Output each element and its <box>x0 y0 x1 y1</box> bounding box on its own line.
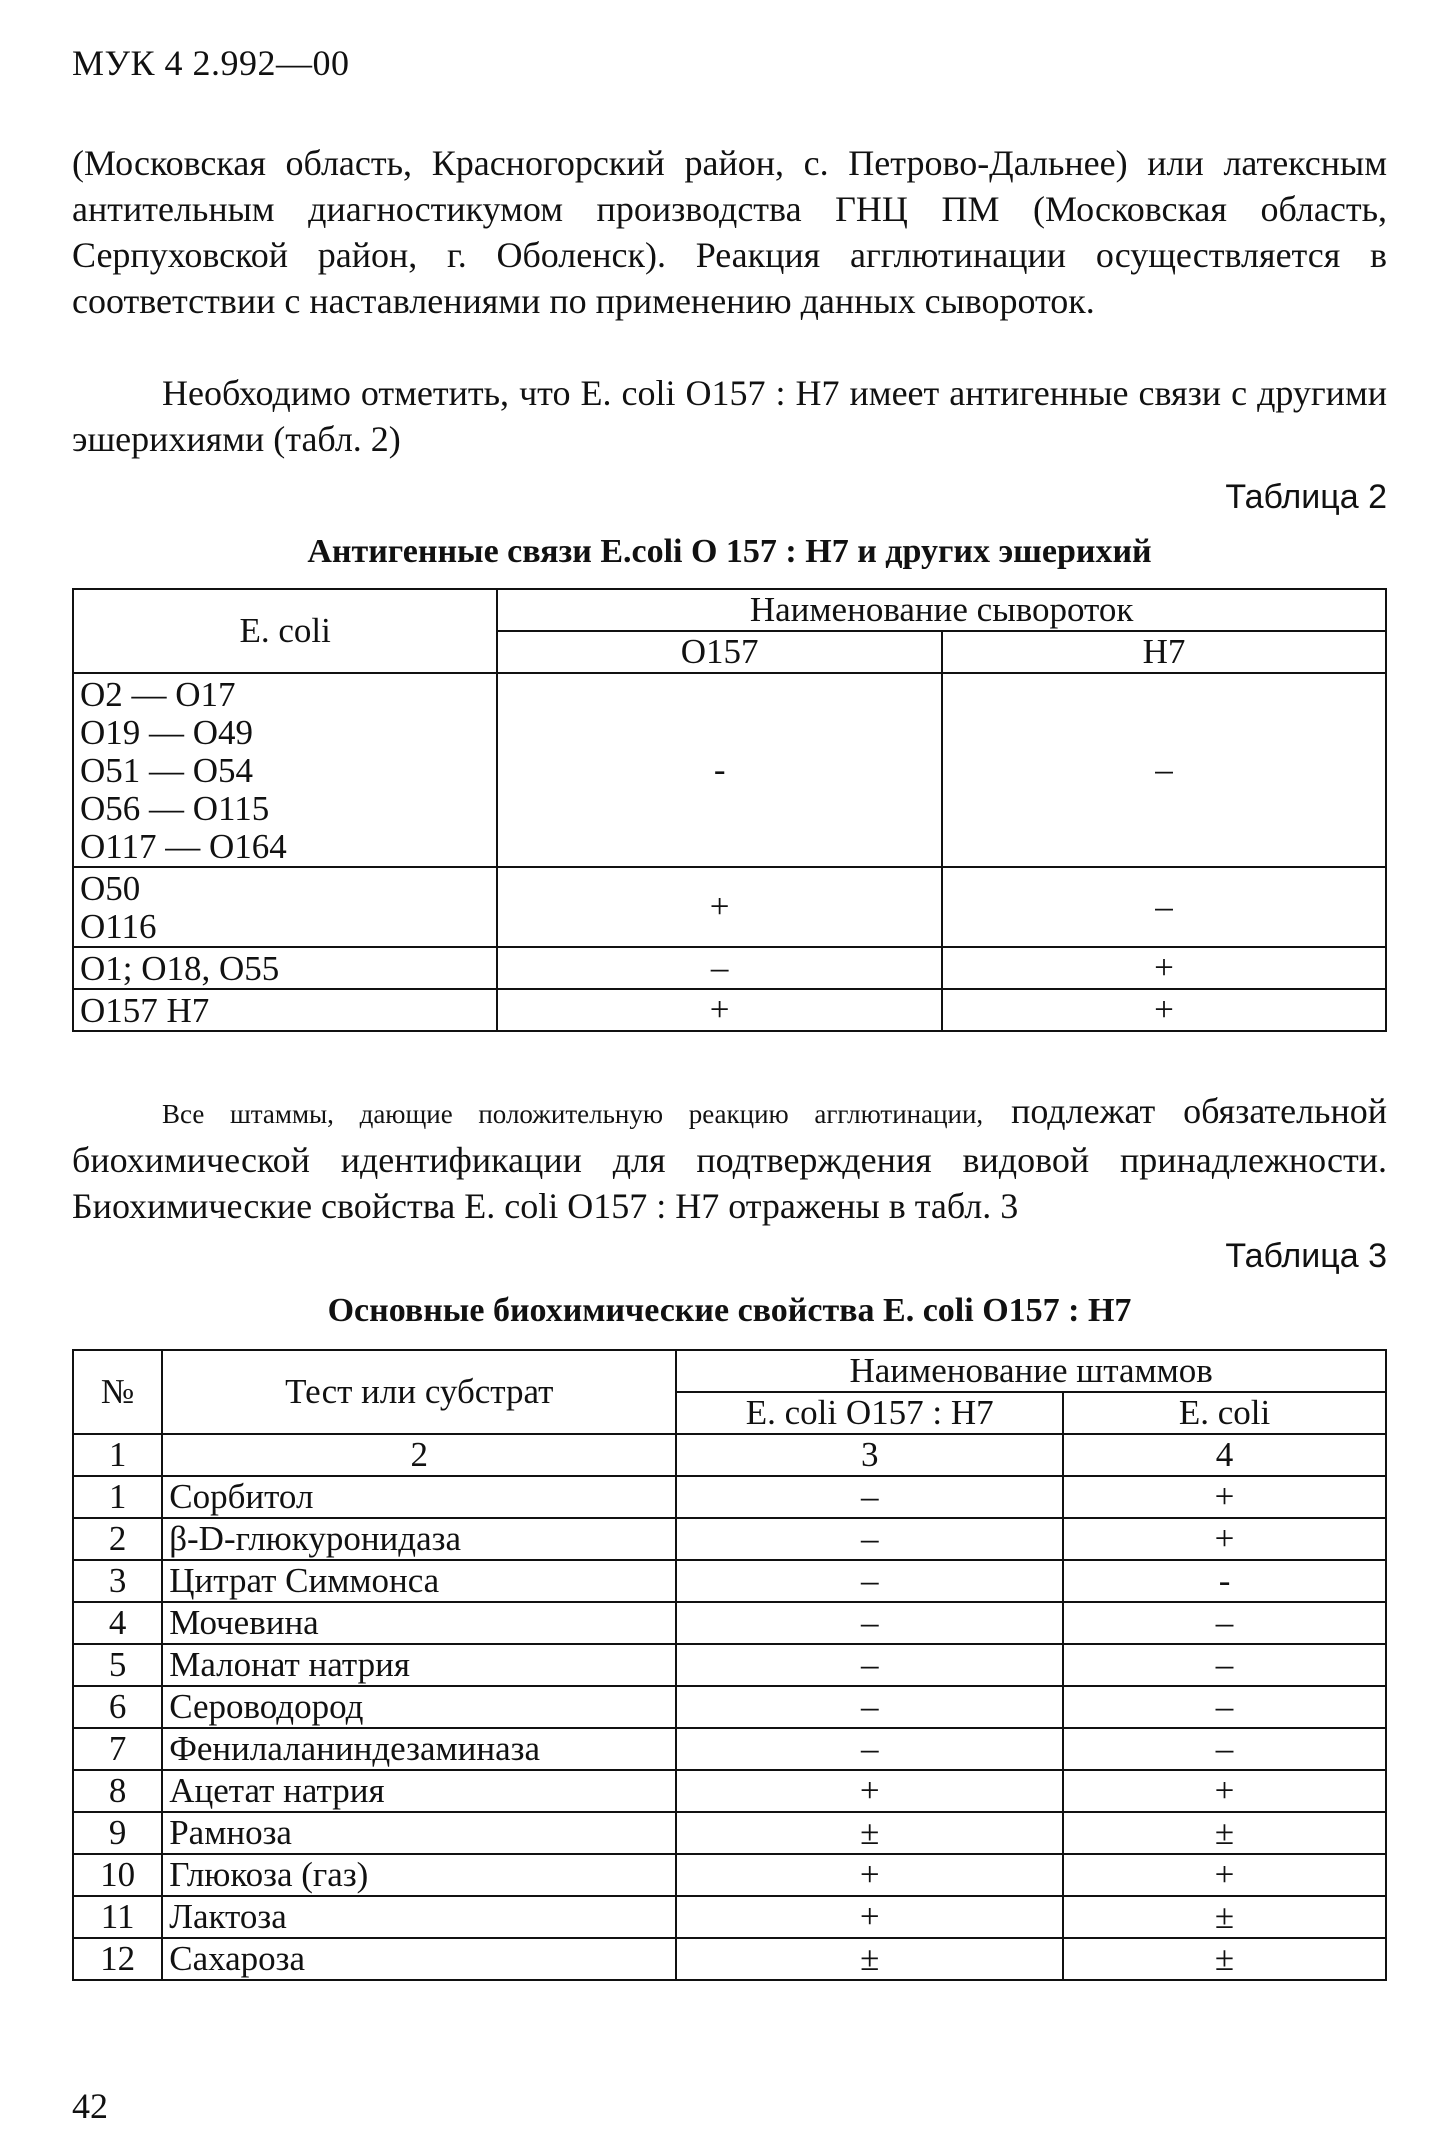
row-number: 1 <box>73 1476 162 1518</box>
table-row <box>73 1476 1386 1518</box>
o157-result: + <box>676 1770 1063 1812</box>
strain-range: O2 — O17 O19 — O49 O51 — O54 O56 — O115 O117 — O164 <box>73 673 497 867</box>
o157-result: + <box>497 867 942 947</box>
table-row <box>73 1518 1386 1560</box>
o157-result: + <box>497 989 942 1031</box>
h7-result: – <box>942 867 1386 947</box>
table-row <box>73 947 1386 989</box>
table-row <box>73 1728 1386 1770</box>
o157-result: – <box>676 1518 1063 1560</box>
antigen-table <box>72 588 1387 1032</box>
row-number: 2 <box>73 1518 162 1560</box>
ecoli-result: ± <box>1063 1938 1386 1980</box>
header-h7: H7 <box>942 631 1386 673</box>
ecoli-result: – <box>1063 1686 1386 1728</box>
table-row <box>73 1644 1386 1686</box>
biochem-table <box>72 1349 1387 1981</box>
table-row <box>73 1812 1386 1854</box>
test-name: Рамноза <box>162 1812 676 1854</box>
ecoli-result: - <box>1063 1560 1386 1602</box>
strain-range: O157 H7 <box>73 989 497 1031</box>
ecoli-result: + <box>1063 1770 1386 1812</box>
ecoli-result: – <box>1063 1602 1386 1644</box>
paragraph-3-rest: подлежат обязательной биохимической идентификации для подтверждения видовой принадлежности. Биохимические свойства E. coli O157 : H7 отражены в табл. 3 <box>72 1091 1387 1226</box>
table-row <box>73 1938 1386 1980</box>
table-3-title: Основные биохимические свойства E. coli O157 : H7 <box>327 1292 1132 1329</box>
document-code: МУК 4 2.992—00 <box>72 43 350 83</box>
h7-result: + <box>942 947 1386 989</box>
ecoli-result: ± <box>1063 1812 1386 1854</box>
ecoli-result: ± <box>1063 1896 1386 1938</box>
table-3-label: Таблица 3 <box>1225 1237 1387 1275</box>
test-name: Сахароза <box>162 1938 676 1980</box>
o157-result: ± <box>676 1938 1063 1980</box>
ecoli-result: + <box>1063 1518 1386 1560</box>
o157-result: + <box>676 1896 1063 1938</box>
table-2-title: Антигенные связи E.coli O 157 : H7 и других эшерихий <box>307 533 1152 570</box>
table-row <box>73 673 1386 867</box>
o157-result: – <box>676 1602 1063 1644</box>
o157-result: – <box>676 1728 1063 1770</box>
o157-result: – <box>676 1644 1063 1686</box>
row-number: 9 <box>73 1812 162 1854</box>
test-name: Сероводород <box>162 1686 676 1728</box>
row-number: 12 <box>73 1938 162 1980</box>
h7-result: + <box>942 989 1386 1031</box>
paragraph-3-small: Все штаммы, дающие положительную реакцию агглютинации, <box>162 1099 984 1129</box>
test-name: β-D-глюкуронидаза <box>162 1518 676 1560</box>
table-2-label: Таблица 2 <box>1225 478 1387 516</box>
row-number: 5 <box>73 1644 162 1686</box>
ecoli-result: + <box>1063 1476 1386 1518</box>
table-row <box>73 1602 1386 1644</box>
test-name: Мочевина <box>162 1602 676 1644</box>
paragraph-3 <box>72 1088 1387 1229</box>
table-row <box>73 1686 1386 1728</box>
header-o157: O157 <box>497 631 942 673</box>
table-row <box>73 1560 1386 1602</box>
row-number: 11 <box>73 1896 162 1938</box>
paragraph-2: Необходимо отметить, что E. coli О157 : Н7 имеет антигенные связи с другими эшерихиями (табл. 2) <box>72 373 1387 459</box>
o157-result: – <box>676 1476 1063 1518</box>
test-name: Цитрат Симмонса <box>162 1560 676 1602</box>
strain-range: O50 O116 <box>73 867 497 947</box>
ecoli-result: + <box>1063 1854 1386 1896</box>
table-row <box>73 867 1386 947</box>
o157-result: – <box>497 947 942 989</box>
index-cell: 4 <box>1063 1434 1386 1476</box>
o157-result: + <box>676 1854 1063 1896</box>
test-name: Лактоза <box>162 1896 676 1938</box>
table-row <box>73 1854 1386 1896</box>
index-cell: 3 <box>676 1434 1063 1476</box>
test-name: Ацетат натрия <box>162 1770 676 1812</box>
o157-result: – <box>676 1560 1063 1602</box>
row-number: 10 <box>73 1854 162 1896</box>
row-number: 4 <box>73 1602 162 1644</box>
paragraph-1: (Московская область, Красногорский район, с. Петрово-Дальнее) или латексным антительным диагностикумом производства ГНЦ ПМ (Московская область, Серпуховской район, г. Оболенск). Реакция агглютинации осуществляется в соответствии с наставлениями по применению данных сывороток. <box>72 143 1387 321</box>
test-name: Глюкоза (газ) <box>162 1854 676 1896</box>
row-number: 7 <box>73 1728 162 1770</box>
ecoli-result: – <box>1063 1644 1386 1686</box>
page-number: 42 <box>72 2086 108 2126</box>
test-name: Малонат натрия <box>162 1644 676 1686</box>
header-strain-o157: E. coli O157 : H7 <box>676 1392 1063 1434</box>
table-row <box>73 989 1386 1031</box>
row-number: 6 <box>73 1686 162 1728</box>
strain-range: O1; O18, O55 <box>73 947 497 989</box>
o157-result: ± <box>676 1812 1063 1854</box>
table-row <box>73 1770 1386 1812</box>
table-row <box>73 1896 1386 1938</box>
index-cell: 2 <box>162 1434 676 1476</box>
header-ecoli: E. coli <box>73 589 497 673</box>
header-number: № <box>73 1350 162 1434</box>
h7-result: – <box>942 673 1386 867</box>
row-number: 8 <box>73 1770 162 1812</box>
header-strain-ecoli: E. coli <box>1063 1392 1386 1434</box>
row-number: 3 <box>73 1560 162 1602</box>
ecoli-result: – <box>1063 1728 1386 1770</box>
header-strain-names: Наименование штаммов <box>676 1350 1386 1392</box>
test-name: Фенилаланиндезаминаза <box>162 1728 676 1770</box>
index-row <box>73 1434 1386 1476</box>
header-test: Тест или субстрат <box>162 1350 676 1434</box>
o157-result: – <box>676 1686 1063 1728</box>
index-cell: 1 <box>73 1434 162 1476</box>
o157-result: - <box>497 673 942 867</box>
test-name: Сорбитол <box>162 1476 676 1518</box>
header-serum-names: Наименование сывороток <box>497 589 1386 631</box>
